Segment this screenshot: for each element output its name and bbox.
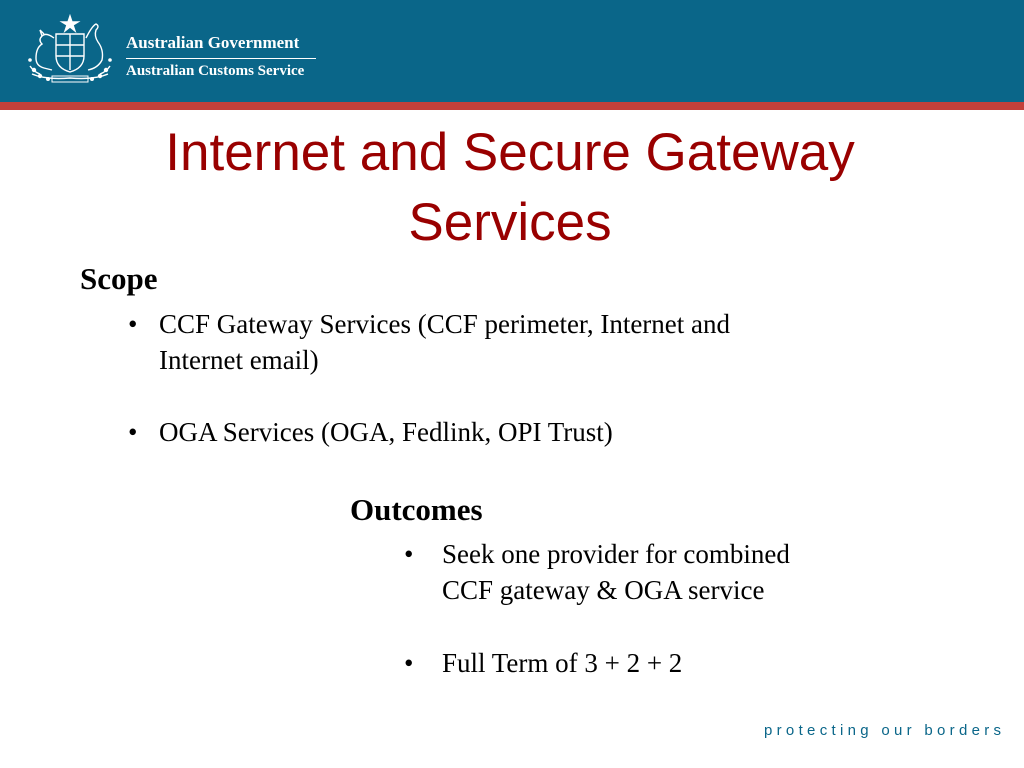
scope-bullet-text-line-1: OGA Services (OGA, Fedlink, OPI Trust) <box>159 417 613 447</box>
scope-bullet-text-line-1: CCF Gateway Services (CCF perimeter, Internet and <box>159 309 731 339</box>
outcomes-bullet-text-line-1: Seek one provider for combined <box>442 539 790 569</box>
scope-bullet <box>128 306 928 378</box>
bullet-marker: • <box>128 417 138 447</box>
header-stripe <box>0 102 1024 110</box>
slide-title-line-2: Services <box>408 193 612 252</box>
outcomes-bullet-text-line-1: Full Term of 3 + 2 + 2 <box>442 648 683 678</box>
outcomes-bullet-text-line-2: CCF gateway & OGA service <box>442 575 765 605</box>
government-name: Australian Government <box>126 33 300 52</box>
slide-title-line-1: Internet and Secure Gateway <box>165 123 855 182</box>
scope-bullet <box>128 414 928 450</box>
bullet-marker: • <box>128 309 138 339</box>
outcomes-heading: Outcomes <box>350 492 483 527</box>
footer-tagline: protecting our borders <box>764 722 1006 739</box>
outcomes-bullet <box>404 536 964 608</box>
slide-title <box>80 118 940 258</box>
bullet-marker: • <box>404 539 414 569</box>
coat-of-arms-icon <box>22 14 118 86</box>
scope-heading: Scope <box>80 261 158 296</box>
outcomes-bullet <box>404 645 964 681</box>
scope-bullet-text-line-2: Internet email) <box>159 345 319 375</box>
agency-name: Australian Customs Service <box>126 63 305 79</box>
header-divider <box>126 58 316 59</box>
bullet-marker: • <box>404 648 414 678</box>
